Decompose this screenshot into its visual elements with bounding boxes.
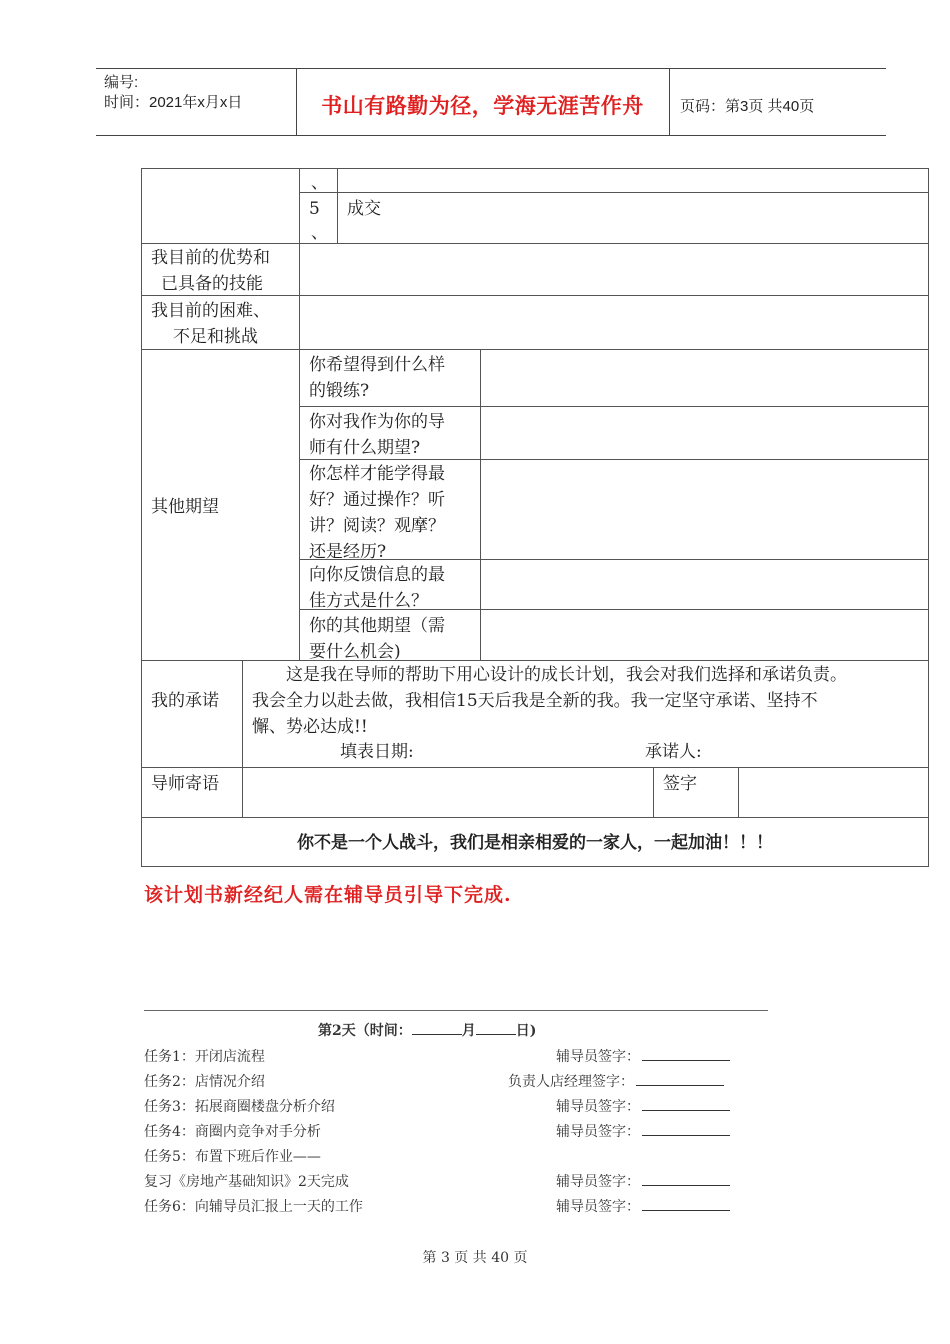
step-mark: 、 bbox=[311, 173, 328, 193]
completion-note: 该计划书新经纪人需在辅导员引导下完成. bbox=[144, 884, 512, 906]
task-signature: 辅导员签字： bbox=[556, 1096, 730, 1116]
question-learning-style: 你怎样才能学得最 好？通过操作？听 讲？阅读？观摩？ 还是经历? bbox=[309, 464, 445, 562]
task-item: 任务6：向辅导员汇报上一天的工作 bbox=[144, 1199, 363, 1215]
signature-blank[interactable] bbox=[642, 1096, 730, 1111]
task-item: 任务4：商圈内竞争对手分析 bbox=[144, 1124, 321, 1140]
difficulties-label: 我目前的困难、 不足和挑战 bbox=[151, 301, 270, 347]
signature-label: 签字 bbox=[663, 774, 697, 794]
table-border bbox=[141, 817, 929, 818]
document-number-label: 编号: bbox=[104, 74, 139, 91]
page-indicator: 页码：第3页 共40页 bbox=[680, 98, 815, 115]
table-border bbox=[928, 168, 929, 867]
table-border bbox=[242, 660, 243, 817]
task-signature: 辅导员签字： bbox=[556, 1196, 730, 1216]
task-item: 任务5：布置下班后作业—— bbox=[144, 1149, 321, 1165]
task-signature: 辅导员签字： bbox=[556, 1046, 730, 1066]
question-other-expectations: 你的其他期望（需 要什么机会) bbox=[309, 616, 445, 662]
signature-blank[interactable] bbox=[642, 1046, 730, 1061]
advantages-label: 我目前的优势和 已具备的技能 bbox=[151, 248, 270, 294]
table-border bbox=[299, 192, 929, 193]
promise-text: 这是我在导师的帮助下用心设计的成长计划，我会对我们选择和承诺负责。 我会全力以赴去做，我相信15天后我是全新的我。我一定坚守承诺、坚持不 懈、势必达成!! bbox=[252, 665, 847, 737]
fill-date-label: 填表日期: bbox=[340, 742, 414, 762]
table-border bbox=[141, 866, 929, 867]
signature-blank[interactable] bbox=[642, 1171, 730, 1186]
promiser-label: 承诺人: bbox=[645, 742, 702, 762]
signature-blank[interactable] bbox=[642, 1196, 730, 1211]
table-border bbox=[141, 168, 929, 169]
signature-blank[interactable] bbox=[642, 1121, 730, 1136]
task-signature: 辅导员签字： bbox=[556, 1171, 730, 1191]
task-item: 任务1：开闭店流程 bbox=[144, 1049, 265, 1065]
question-training: 你希望得到什么样 的锻练? bbox=[309, 355, 445, 401]
task-item: 任务2：店情况介绍 bbox=[144, 1074, 265, 1090]
day-section-rule bbox=[144, 1010, 768, 1011]
table-border bbox=[738, 767, 739, 817]
header-motto: 书山有路勤为径，学海无涯苦作舟 bbox=[321, 93, 644, 118]
question-mentor-expectation: 你对我作为你的导 师有什么期望? bbox=[309, 412, 445, 458]
header-divider-right bbox=[669, 68, 670, 136]
step-5-mark: 、 bbox=[311, 223, 328, 243]
task-item: 任务3：拓展商圈楼盘分析介绍 bbox=[144, 1099, 335, 1115]
page-footer: 第 3 页 共 40 页 bbox=[422, 1250, 528, 1266]
other-expectations-label: 其他期望 bbox=[151, 497, 219, 517]
question-feedback-method: 向你反馈信息的最 佳方式是什么？ bbox=[309, 565, 445, 611]
header-top-rule bbox=[96, 68, 886, 69]
table-border bbox=[337, 168, 338, 243]
signature-blank[interactable] bbox=[636, 1071, 724, 1086]
document-time-label: 时间：2021年x月x日 bbox=[104, 94, 243, 111]
table-border bbox=[653, 767, 654, 817]
table-border bbox=[299, 168, 300, 660]
promise-label: 我的承诺 bbox=[151, 691, 219, 711]
team-slogan: 你不是一个人战斗，我们是相亲相爱的一家人，一起加油！！！ bbox=[297, 833, 773, 853]
day-title: 第2天（时间： 月 日) bbox=[318, 1023, 537, 1039]
task-item: 复习《房地产基础知识》2天完成 bbox=[144, 1174, 349, 1190]
table-border bbox=[141, 767, 929, 768]
task-signature: 辅导员签字： bbox=[556, 1121, 730, 1141]
step-5-text: 成交 bbox=[347, 199, 381, 219]
header-bottom-rule bbox=[96, 135, 886, 136]
table-border bbox=[480, 349, 481, 660]
table-border bbox=[141, 243, 929, 244]
table-border bbox=[141, 168, 142, 867]
mentor-message-label: 导师寄语 bbox=[151, 774, 219, 794]
step-5-number: 5 bbox=[309, 199, 320, 219]
task-signature: 负责人店经理签字： bbox=[508, 1071, 724, 1091]
table-border bbox=[299, 406, 929, 407]
table-border bbox=[141, 660, 929, 661]
